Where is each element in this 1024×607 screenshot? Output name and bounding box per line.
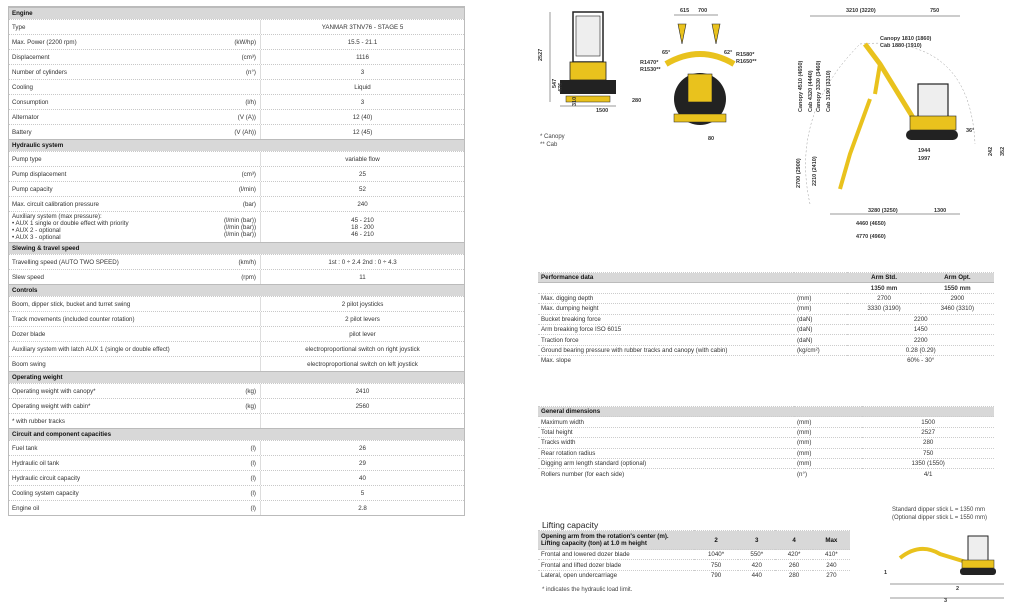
spec-value: 25 <box>359 170 366 178</box>
spec-label: Pump capacity <box>12 185 53 193</box>
aux-line: • AUX 2 - optional <box>12 227 61 234</box>
spec-value: 26 <box>359 444 366 452</box>
svg-text:750: 750 <box>930 8 940 14</box>
lift-value: 550* <box>738 550 775 560</box>
perf-sub-cell: 1350 mm <box>847 283 920 293</box>
lifting-diagram <box>880 522 1020 604</box>
spec-label: Pump type <box>12 155 42 163</box>
legend-cab: ** Cab <box>540 142 558 148</box>
spec-unit <box>212 80 261 94</box>
perf-row <box>538 314 994 324</box>
lift-value: 1040* <box>694 550 738 560</box>
spec-value: 2 pilot joysticks <box>341 300 384 308</box>
svg-text:65°: 65° <box>662 50 671 56</box>
spec-unit: (bar) <box>212 197 261 211</box>
spec-unit: (cm³) <box>212 167 261 181</box>
spec-unit: (kg) <box>212 399 261 413</box>
perf-row <box>538 356 994 366</box>
aux-units <box>212 212 261 242</box>
spec-value: Liquid <box>354 83 371 91</box>
spec-label: Number of cylinders <box>12 68 68 76</box>
legend-canopy: * Canopy <box>540 134 565 140</box>
gen-row <box>538 427 994 437</box>
svg-text:80: 80 <box>708 136 715 142</box>
gen-value: 750 <box>862 448 994 458</box>
spec-unit: (n°) <box>212 65 261 79</box>
aux-unit: (l/min (bar)) <box>224 216 256 224</box>
svg-text:36°: 36° <box>966 128 975 134</box>
lift-header-2: Lifting capacity (ton) at 1.0 m height <box>541 540 647 547</box>
spec-row <box>9 311 464 326</box>
svg-text:3210 (3220): 3210 (3220) <box>846 8 876 14</box>
spec-unit: (l) <box>212 456 261 470</box>
perf-row <box>538 293 994 303</box>
lift-value: 270 <box>813 570 850 580</box>
lift-value: 260 <box>775 560 812 570</box>
perf-value: 2200 <box>847 335 994 345</box>
lift-value: 280 <box>775 570 812 580</box>
spec-value: 3 <box>360 68 365 76</box>
spec-label: * with rubber tracks <box>12 417 65 425</box>
spec-label: Consumption <box>12 98 49 106</box>
spec-label: Pump displacement <box>12 170 67 178</box>
lift-value: 240 <box>813 560 850 570</box>
spec-row <box>9 79 464 94</box>
spec-row <box>9 383 464 398</box>
spec-value: 2.8 <box>358 504 367 512</box>
spec-value: 11 <box>359 273 366 281</box>
svg-text:352: 352 <box>1000 146 1006 156</box>
gen-row <box>538 448 994 458</box>
svg-text:1500: 1500 <box>596 108 609 114</box>
spec-unit <box>212 20 261 34</box>
gen-label: Rear rotation radius <box>538 448 794 458</box>
spec-value: 12 (45) <box>352 128 373 136</box>
spec-label: Displacement <box>12 53 50 61</box>
section-header: Controls <box>9 284 464 296</box>
perf-row <box>538 335 994 345</box>
lift-col: 4 <box>775 531 812 550</box>
spec-unit: (cm³) <box>212 50 261 64</box>
svg-text:Cab 4320 (4440): Cab 4320 (4440) <box>808 70 814 112</box>
spec-label: Boom, dipper stick, bucket and turret swing <box>12 300 131 308</box>
perf-sub-cell <box>538 283 794 293</box>
spec-row <box>9 196 464 211</box>
spec-row <box>9 341 464 356</box>
svg-text:242: 242 <box>988 146 994 156</box>
section-header: Operating weight <box>9 371 464 383</box>
spec-row <box>9 413 464 428</box>
spec-label: Hydraulic circuit capacity <box>12 474 81 482</box>
spec-value: 2 pilot levers <box>345 315 380 323</box>
spec-label: Engine oil <box>12 504 40 512</box>
spec-unit: (l) <box>212 486 261 500</box>
perf-header-cell: Performance data <box>538 273 794 283</box>
gen-header: General dimensions <box>538 407 994 417</box>
gen-unit: (mm) <box>794 417 862 427</box>
perf-label: Max. digging depth <box>538 293 794 303</box>
spec-value: electroproportional switch on left joystick <box>307 360 418 368</box>
section-header: Circuit and component capacities <box>9 428 464 440</box>
lifting-capacity-table <box>538 530 850 580</box>
svg-text:Cab 3190 (3310): Cab 3190 (3310) <box>826 70 832 112</box>
spec-label: Cooling <box>12 83 33 91</box>
spec-row <box>9 455 464 470</box>
lift-value: 750 <box>694 560 738 570</box>
spec-label: Travelling speed (AUTO TWO SPEED) <box>12 258 119 266</box>
spec-unit <box>212 414 261 428</box>
lift-header <box>538 531 694 550</box>
spec-value: YANMAR 3TNV76 - STAGE 5 <box>321 23 404 31</box>
svg-text:Cab 1880 (1910): Cab 1880 (1910) <box>880 43 922 49</box>
spec-unit: (km/h) <box>212 255 261 269</box>
svg-text:547: 547 <box>552 78 558 88</box>
spec-unit <box>212 357 261 371</box>
perf-std: 3330 (3190) <box>847 304 920 314</box>
perf-row <box>538 304 994 314</box>
svg-text:R1650**: R1650** <box>736 59 757 65</box>
front-view-drawing <box>530 4 650 134</box>
gen-value: 1500 <box>862 417 994 427</box>
aux-value: 18 - 200 <box>351 223 374 231</box>
perf-unit: (mm) <box>794 293 847 303</box>
spec-row <box>9 356 464 371</box>
spec-row <box>9 254 464 269</box>
perf-row <box>538 324 994 334</box>
spec-row <box>9 19 464 34</box>
spec-row <box>9 485 464 500</box>
spec-value: 52 <box>359 185 366 193</box>
gen-row <box>538 458 994 468</box>
perf-header-cell <box>794 273 847 283</box>
performance-table <box>538 272 994 366</box>
spec-row <box>9 500 464 515</box>
gen-row <box>538 469 994 479</box>
lift-header-row <box>538 531 850 550</box>
spec-unit <box>212 297 261 311</box>
perf-opt: 2900 <box>921 293 994 303</box>
aux-label <box>9 213 212 241</box>
spec-label: Cooling system capacity <box>12 489 79 497</box>
spec-unit: (l/min) <box>212 182 261 196</box>
spec-label: Alternator <box>12 113 39 121</box>
spec-row <box>9 151 464 166</box>
spec-row <box>9 398 464 413</box>
spec-unit: (l/h) <box>212 95 261 109</box>
spec-value: 5 <box>360 489 365 497</box>
gen-unit: (mm) <box>794 438 862 448</box>
svg-text:Canopy 3330 (3460): Canopy 3330 (3460) <box>816 60 822 112</box>
svg-text:62°: 62° <box>724 50 733 56</box>
spec-value: variable flow <box>345 155 380 163</box>
spec-value: 29 <box>359 459 366 467</box>
perf-header-cell: Arm Std. <box>847 273 920 283</box>
perf-value: 0.28 (0.29) <box>847 345 994 355</box>
lift-value: 790 <box>694 570 738 580</box>
spec-table <box>8 6 465 516</box>
spec-label: Battery <box>12 128 32 136</box>
top-view-drawing <box>636 4 764 144</box>
spec-label: Boom swing <box>12 360 46 368</box>
gen-label: Maximum width <box>538 417 794 427</box>
gen-unit: (mm) <box>794 427 862 437</box>
side-view-drawing <box>770 4 1020 244</box>
gen-unit: (mm) <box>794 458 862 468</box>
svg-text:Canopy 4510 (4650): Canopy 4510 (4650) <box>798 60 804 112</box>
perf-sub-cell: 1550 mm <box>921 283 994 293</box>
svg-text:2700 (2900): 2700 (2900) <box>796 158 802 188</box>
aux-values <box>261 217 464 238</box>
spec-row <box>9 296 464 311</box>
lift-col: 3 <box>738 531 775 550</box>
spec-unit: (rpm) <box>212 270 261 284</box>
perf-label: Ground bearing pressure with rubber tracks and canopy (with cabin) <box>538 345 794 355</box>
lift-header-1: Opening arm from the rotation's center (m). <box>541 533 669 540</box>
gen-unit: (n°) <box>794 469 862 479</box>
svg-text:2527: 2527 <box>538 48 544 61</box>
gen-value: 2527 <box>862 427 994 437</box>
svg-text:700: 700 <box>698 8 708 14</box>
gen-header-row <box>538 407 994 417</box>
spec-row <box>9 94 464 109</box>
spec-unit <box>212 327 261 341</box>
aux-unit: (l/min (bar)) <box>224 223 256 231</box>
spec-label: Fuel tank <box>12 444 38 452</box>
spec-label: Dozer blade <box>12 330 46 338</box>
svg-text:4460 (4650): 4460 (4650) <box>856 221 886 227</box>
perf-value: 1450 <box>847 324 994 334</box>
perf-unit: (kg/cm²) <box>794 345 847 355</box>
svg-text:1300: 1300 <box>934 208 947 214</box>
spec-row <box>9 470 464 485</box>
spec-unit <box>212 312 261 326</box>
lift-col: 2 <box>694 531 738 550</box>
lift-col: Max <box>813 531 850 550</box>
spec-row <box>9 166 464 181</box>
svg-text:1944: 1944 <box>918 148 931 154</box>
perf-value: 60% - 30° <box>847 356 994 366</box>
lift-row <box>538 550 850 560</box>
svg-text:615: 615 <box>680 8 690 14</box>
aux-line: • AUX 3 - optional <box>12 234 61 241</box>
spec-row <box>9 109 464 124</box>
perf-row <box>538 345 994 355</box>
spec-unit: (V (Ah)) <box>212 125 261 139</box>
svg-text:R1470*: R1470* <box>640 60 659 66</box>
spec-row <box>9 181 464 196</box>
spec-value: 1st : 0 ÷ 2.4 2nd : 0 ÷ 4.3 <box>328 258 397 266</box>
lift-row <box>538 560 850 570</box>
svg-text:R1580*: R1580* <box>736 52 755 58</box>
spec-row-aux <box>9 211 464 242</box>
lifting-capacity-title: Lifting capacity <box>542 520 599 530</box>
perf-header-cell: Arm Opt. <box>921 273 994 283</box>
gen-label: Digging arm length standard (optional) <box>538 458 794 468</box>
aux-line: • AUX 1 single or double effect with priority <box>12 220 129 227</box>
spec-value: 40 <box>359 474 366 482</box>
perf-label: Max. slope <box>538 356 794 366</box>
section-header: Hydraulic system <box>9 139 464 151</box>
perf-header-row <box>538 273 994 283</box>
spec-unit <box>212 342 261 356</box>
gen-value: 280 <box>862 438 994 448</box>
section-header: Engine <box>9 7 464 19</box>
perf-value: 2200 <box>847 314 994 324</box>
lift-label: Lateral, open undercarriage <box>538 570 694 580</box>
spec-label: Slew speed <box>12 273 44 281</box>
gen-row <box>538 417 994 427</box>
gen-value: 4/1 <box>862 469 994 479</box>
general-dimensions-table <box>538 406 994 479</box>
spec-unit: (l) <box>212 501 261 515</box>
perf-sub-cell <box>794 283 847 293</box>
svg-text:1: 1 <box>884 570 888 576</box>
stick-note-standard: Standard dipper stick L = 1350 mm <box>892 507 985 513</box>
lift-label: Frontal and lowered dozer blade <box>538 550 694 560</box>
svg-text:1997: 1997 <box>918 156 931 162</box>
perf-unit: (daN) <box>794 324 847 334</box>
spec-value: 3 <box>360 98 365 106</box>
spec-label: Hydraulic oil tank <box>12 459 60 467</box>
gen-row <box>538 438 994 448</box>
spec-unit: (kW/hp) <box>212 35 261 49</box>
spec-value: 240 <box>357 200 368 208</box>
spec-value: electroproportional switch on right joystick <box>305 345 420 353</box>
perf-opt: 3460 (3310) <box>921 304 994 314</box>
lift-row <box>538 570 850 580</box>
section-header: Slewing & travel speed <box>9 242 464 254</box>
lift-value: 420 <box>738 560 775 570</box>
spec-value: 2410 <box>355 387 370 395</box>
svg-text:3280 (3250): 3280 (3250) <box>868 208 898 214</box>
spec-unit: (l) <box>212 471 261 485</box>
lift-value: 420* <box>775 550 812 560</box>
gen-unit: (mm) <box>794 448 862 458</box>
perf-unit: (mm) <box>794 304 847 314</box>
svg-text:2: 2 <box>956 586 960 592</box>
svg-text:3: 3 <box>944 598 948 604</box>
spec-row <box>9 64 464 79</box>
spec-row <box>9 49 464 64</box>
perf-unit: (daN) <box>794 335 847 345</box>
spec-value: pilot lever <box>349 330 376 338</box>
spec-unit: (V (A)) <box>212 110 261 124</box>
lifting-note: * indicates the hydraulic load limit. <box>542 587 633 593</box>
perf-unit <box>794 356 847 366</box>
spec-label: Track movements (included counter rotation) <box>12 315 135 323</box>
svg-text:Canopy 1810 (1860): Canopy 1810 (1860) <box>880 36 932 42</box>
perf-label: Traction force <box>538 335 794 345</box>
svg-text:2210 (2410): 2210 (2410) <box>812 156 818 186</box>
gen-label: Rollers number (for each side) <box>538 469 794 479</box>
spec-unit: (kg) <box>212 384 261 398</box>
svg-text:476: 476 <box>558 82 564 92</box>
perf-label: Max. dumping height <box>538 304 794 314</box>
spec-value: 12 (40) <box>352 113 373 121</box>
gen-label: Total height <box>538 427 794 437</box>
spec-label: Operating weight with canopy* <box>12 387 96 395</box>
lift-label: Frontal and lifted dozer blade <box>538 560 694 570</box>
spec-label: Type <box>12 23 26 31</box>
perf-sub-row <box>538 283 994 293</box>
aux-title: Auxiliary system (max pressure): <box>12 213 102 220</box>
spec-value: 1116 <box>356 53 369 61</box>
spec-row <box>9 440 464 455</box>
spec-unit <box>212 152 261 166</box>
lift-value: 440 <box>738 570 775 580</box>
svg-text:280: 280 <box>632 98 642 104</box>
perf-label: Bucket breaking force <box>538 314 794 324</box>
perf-std: 2700 <box>847 293 920 303</box>
spec-unit: (l) <box>212 441 261 455</box>
lift-value: 410* <box>813 550 850 560</box>
aux-value: 45 - 210 <box>351 216 374 224</box>
svg-text:R1530**: R1530** <box>640 67 661 73</box>
spec-row <box>9 326 464 341</box>
perf-unit: (daN) <box>794 314 847 324</box>
svg-text:310: 310 <box>572 96 578 106</box>
spec-row <box>9 269 464 284</box>
spec-value: 15.5 - 21.1 <box>347 38 378 46</box>
spec-row <box>9 34 464 49</box>
aux-unit: (l/min (bar)) <box>224 230 256 238</box>
gen-label: Tracks width <box>538 438 794 448</box>
svg-text:4770 (4960): 4770 (4960) <box>856 234 886 240</box>
perf-label: Arm breaking force ISO 6015 <box>538 324 794 334</box>
spec-label: Auxiliary system with latch AUX 1 (single or double effect) <box>12 345 170 353</box>
spec-value: 2560 <box>355 402 370 410</box>
spec-row <box>9 124 464 139</box>
spec-label: Max. Power (2200 rpm) <box>12 38 77 46</box>
aux-value: 46 - 210 <box>351 230 374 238</box>
spec-label: Max. circuit calibration pressure <box>12 200 99 208</box>
stick-note-optional: (Optional dipper stick L = 1550 mm) <box>892 515 987 521</box>
spec-label: Operating weight with cabin* <box>12 402 91 410</box>
gen-value: 1350 (1550) <box>862 458 994 468</box>
